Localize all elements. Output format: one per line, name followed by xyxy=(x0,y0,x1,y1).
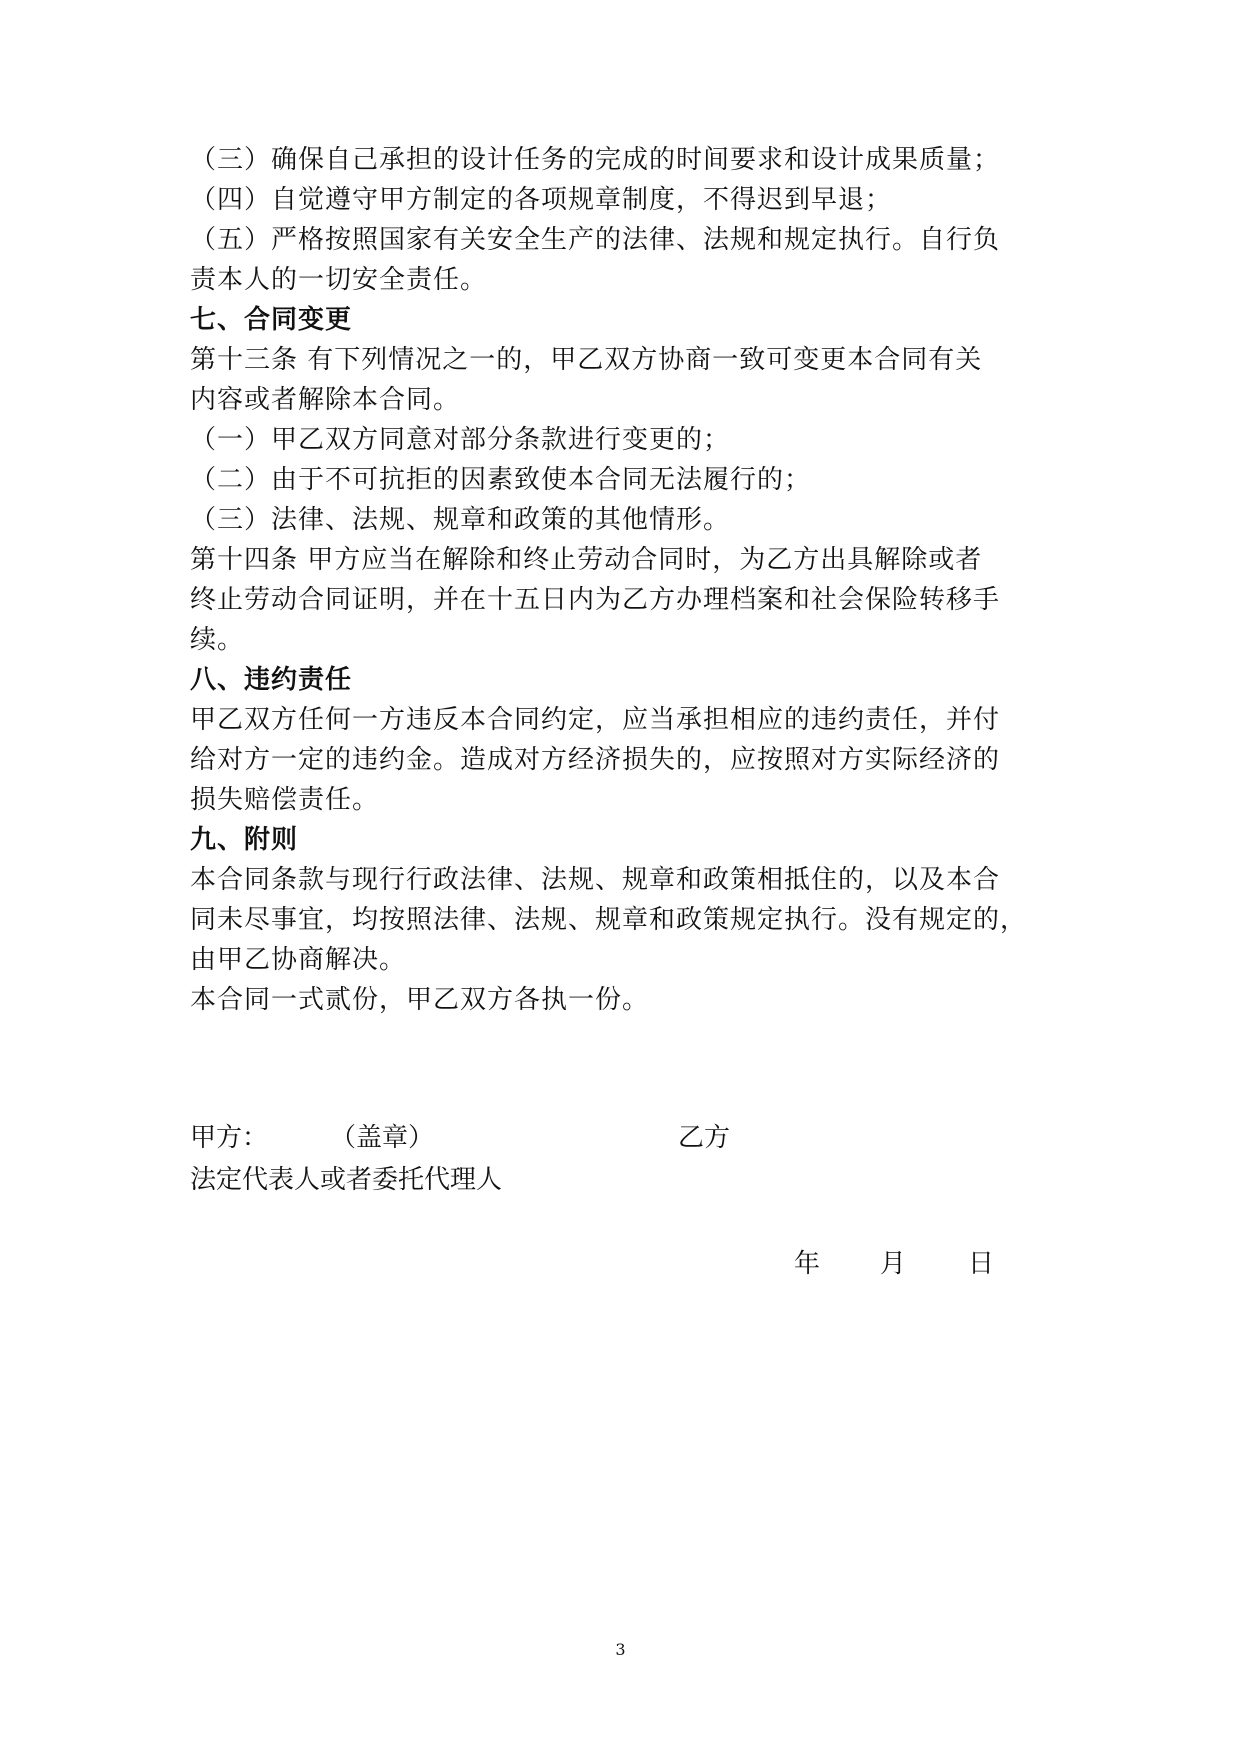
seal-label: （盖章） xyxy=(330,1123,435,1153)
month-label: 月 xyxy=(880,1249,907,1279)
clause-line: 责本人的一切安全责任。 xyxy=(190,265,488,295)
clause-line: （二）由于不可抗拒的因素致使本合同无法履行的； xyxy=(190,465,812,495)
day-label: 日 xyxy=(968,1249,995,1279)
clause-line: 内容或者解除本合同。 xyxy=(190,385,461,415)
clause-line: （三）确保自己承担的设计任务的完成的时间要求和设计成果质量； xyxy=(190,145,1001,175)
clause-line: 第十三条 有下列情况之一的，甲乙双方协商一致可变更本合同有关 xyxy=(190,345,983,375)
page-number: 3 xyxy=(615,1640,626,1659)
clause-line: （四）自觉遵守甲方制定的各项规章制度，不得迟到早退； xyxy=(190,185,893,215)
clause-line: 本合同条款与现行行政法律、法规、规章和政策相抵住的，以及本合 xyxy=(190,865,1001,895)
clause-line: （一）甲乙双方同意对部分条款进行变更的； xyxy=(190,425,731,455)
party-b-label: 乙方 xyxy=(678,1123,731,1153)
section-heading: 七、合同变更 xyxy=(190,305,353,335)
clause-line: 给对方一定的违约金。造成对方经济损失的，应按照对方实际经济的 xyxy=(190,745,1001,775)
clause-line: 由甲乙协商解决。 xyxy=(190,945,407,975)
clause-line: 甲乙双方任何一方违反本合同约定，应当承担相应的违约责任，并付 xyxy=(190,705,1001,735)
clause-line: 同未尽事宜，均按照法律、法规、规章和政策规定执行。没有规定的， xyxy=(190,905,1028,935)
section-heading: 九、附则 xyxy=(190,825,299,855)
section-heading: 八、违约责任 xyxy=(190,665,353,695)
clause-line: 第十四条 甲方应当在解除和终止劳动合同时，为乙方出具解除或者 xyxy=(190,545,983,575)
clause-line: 本合同一式贰份，甲乙双方各执一份。 xyxy=(190,985,650,1015)
clause-line: （三）法律、法规、规章和政策的其他情形。 xyxy=(190,505,731,535)
clause-line: 损失赔偿责任。 xyxy=(190,785,380,815)
clause-line: （五）严格按照国家有关安全生产的法律、法规和规定执行。自行负 xyxy=(190,225,1001,255)
representative-label: 法定代表人或者委托代理人 xyxy=(190,1165,503,1195)
clause-line: 终止劳动合同证明，并在十五日内为乙方办理档案和社会保险转移手 xyxy=(190,585,1001,615)
year-label: 年 xyxy=(794,1249,821,1279)
party-a-label: 甲方： xyxy=(190,1123,269,1153)
clause-line: 续。 xyxy=(190,625,245,655)
